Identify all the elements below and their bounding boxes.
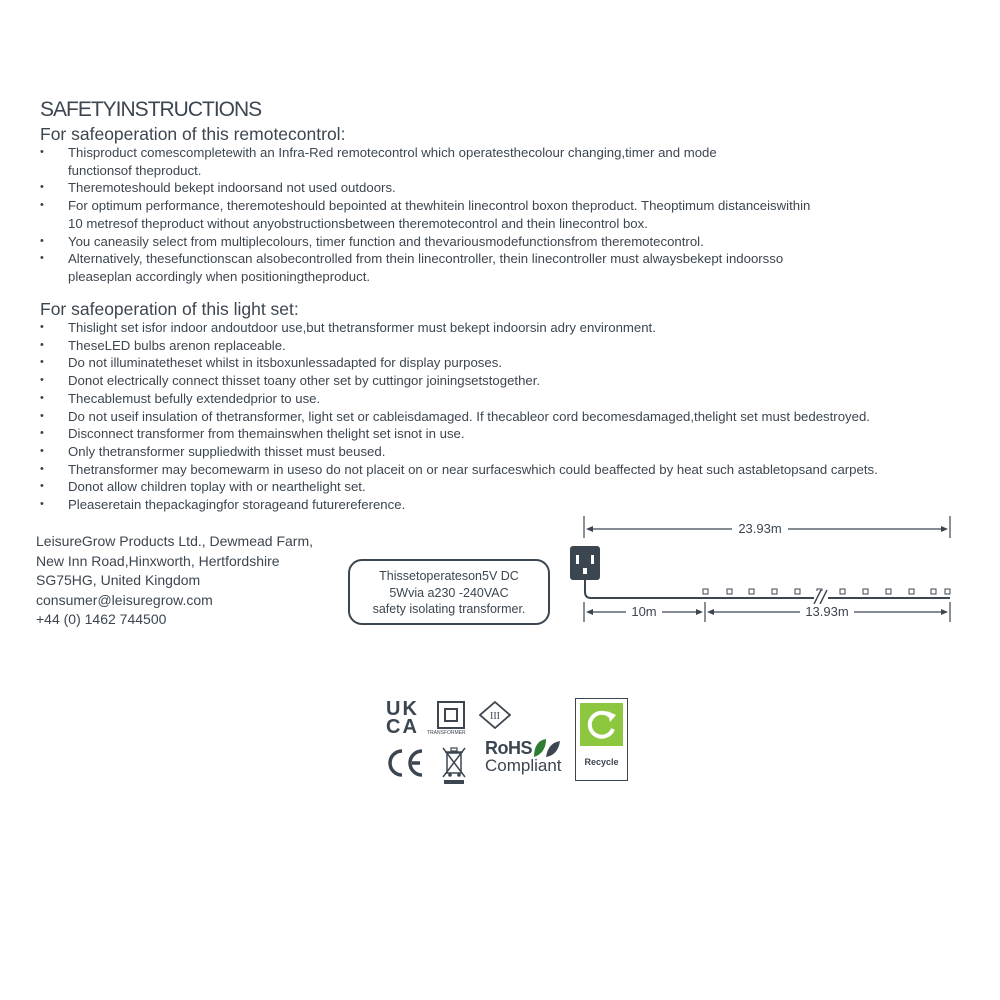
- page-title: SAFETYINSTRUCTIONS: [40, 98, 262, 121]
- ukca-bottom-text: CA: [386, 716, 419, 738]
- address-line: LeisureGrow Products Ltd., Dewmead Farm,: [36, 533, 313, 549]
- class-iii-icon: [479, 701, 511, 729]
- list-item: • Disconnect transformer from themainswhen thelight set isnot in use.: [40, 425, 940, 443]
- list-item: • TheseLED bulbs arenon replaceable.: [40, 337, 940, 355]
- list-item: • Alternatively, thesefunctionscan alsobecontrolled from thein linecontroller, thein linecontroller must alwaysbekept indoorsso pleaseplan accordingly when positioningtheproduct.: [40, 250, 788, 285]
- transformer-label: TRANSFORMER: [427, 730, 466, 736]
- list-item: • Thisproduct comescompletewith an Infra-Red remotecontrol which operatesthecolour changing,timer and mode functionsof theproduct.: [40, 144, 768, 179]
- company-address: [36, 532, 313, 630]
- list-item: • Pleaseretain thepackagingfor storageand futurereference.: [40, 496, 940, 514]
- ukca-mark-icon: [386, 700, 422, 736]
- spec-line: 5Wvia a230 -240VAC: [389, 585, 509, 600]
- light-set-dimension-diagram: [560, 510, 960, 630]
- list-item: • Donot allow children toplay with or nearthelight set.: [40, 478, 940, 496]
- list-item: • Thetransformer may becomewarm in useso do not placeit on or near surfaceswhich could beaffected by heat such astabletopsand carpets.: [40, 461, 940, 479]
- power-spec-box: [348, 559, 550, 625]
- email-address: consumer@leisuregrow.com: [36, 591, 213, 608]
- plug-icon: [570, 546, 600, 580]
- list-item: • Theremoteshould bekept indoorsand not used outdoors.: [40, 179, 940, 197]
- rohs-title: RoHS: [485, 738, 532, 758]
- ce-mark-icon: [385, 747, 425, 779]
- lightset-heading: For safeoperation of this light set:: [40, 299, 299, 319]
- spec-line: Thissetoperateson5V DC: [379, 569, 519, 583]
- total-length-label: 23.93m: [738, 521, 782, 536]
- recycle-badge: [575, 698, 628, 781]
- lead-length-label: 10m: [631, 604, 657, 619]
- list-item: • Only thetransformer suppliedwith thisset must beused.: [40, 443, 940, 461]
- cable-break-icon: [814, 590, 828, 604]
- list-item: • Thecablemust befully extendedprior to use.: [40, 390, 940, 408]
- spec-line: safety isolating transformer.: [372, 602, 526, 616]
- remote-instructions-list: [40, 144, 940, 286]
- class-iii-text: III: [490, 711, 500, 722]
- address-line: SG75HG, United Kingdom: [36, 572, 201, 588]
- list-item: • You caneasily select from multiplecolours, timer function and thevariousmodefunctionsfrom theremotecontrol.: [40, 233, 940, 251]
- leaf-icon: [532, 737, 562, 759]
- list-item: • For optimum performance, theremoteshould bepointed at thewhitein linecontrol boxon theproduct. Theoptimum distanceiswithin 10 metresof theproduct without anyobstructionsbetween theremotecontrol and thein linecontrol box.: [40, 197, 828, 232]
- transformer-safety-icon: [437, 701, 465, 729]
- phone-number: +44 (0) 1462 744500: [36, 611, 167, 627]
- remote-heading: For safeoperation of this remotecontrol:: [40, 124, 346, 144]
- lightset-instructions-list: [40, 319, 940, 514]
- ukca-top-text: UK: [386, 698, 419, 720]
- weee-crossed-bin-icon: [441, 745, 467, 785]
- list-item: • Thislight set isfor indoor andoutdoor use,but thetransformer must bekept indoorsin adry environment.: [40, 319, 940, 337]
- recycle-icon: [580, 703, 623, 746]
- address-line: New Inn Road,Hinxworth, Hertfordshire: [36, 552, 280, 569]
- list-item: • Do not useif insulation of thetransformer, light set or cableisdamaged. If thecableor cord becomesdamaged,thelight set must bedestroyed.: [40, 408, 940, 426]
- rohs-subtitle: Compliant: [485, 756, 562, 775]
- lit-length-label: 13.93m: [805, 604, 849, 619]
- list-item: • Donot electrically connect thisset toany other set by cuttingor joiningsetstogether.: [40, 372, 940, 390]
- recycle-label: Recycle: [584, 757, 619, 767]
- list-item: • Do not illuminatetheset whilst in itsboxunlessadapted for display purposes.: [40, 354, 940, 372]
